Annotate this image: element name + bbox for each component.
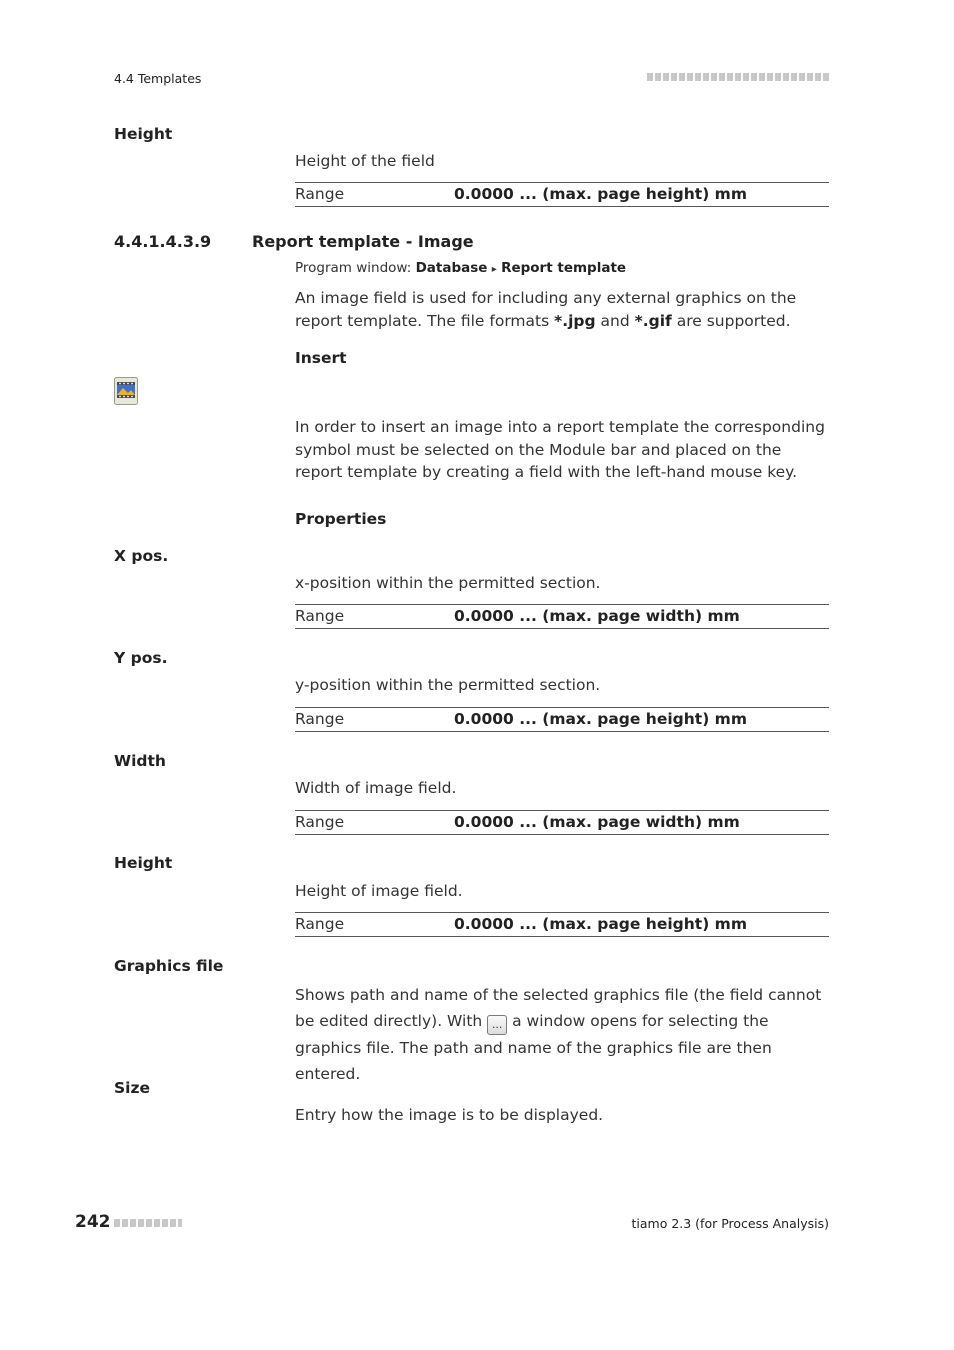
header-decoration [647,73,829,81]
range-label: Range [295,915,345,933]
graphics-file-term: Graphics file [114,957,224,975]
intro-jpg: *.jpg [554,311,596,330]
program-window-path [295,260,626,276]
graphics-file-text-end: a window opens for selecting the graphics file. The path and name of the graphics file are then entered. [295,1012,772,1083]
path-arrow-icon: ▸ [491,264,497,275]
ypos-term: Y pos. [114,649,168,667]
page-number: 242 [75,1212,111,1232]
range-value: 0.0000 ... (max. page width) mm [454,607,740,625]
range-value: 0.0000 ... (max. page height) mm [454,710,747,728]
width-description: Width of image field. [295,779,457,797]
range-label: Range [295,710,345,728]
size-description: Entry how the image is to be displayed. [295,1106,604,1124]
section-title: Report template - Image [252,232,474,251]
intro-text-end: are supported. [671,311,791,330]
xpos-term: X pos. [114,547,169,565]
width-term: Width [114,752,166,770]
xpos-range-table [295,604,829,629]
ypos-range-table [295,707,829,732]
width-range-table [295,810,829,835]
product-name: tiamo 2.3 (for Process Analysis) [631,1216,829,1231]
program-window-database: Database [415,260,488,276]
image-height-description: Height of image field. [295,882,463,900]
range-value: 0.0000 ... (max. page width) mm [454,813,740,831]
image-field-icon [114,377,138,405]
properties-heading: Properties [295,510,387,528]
insert-heading: Insert [295,349,347,367]
graphics-file-text: Shows path and name of the selected graphics file (the field cannot be edited directly). With [295,986,822,1030]
insert-text: In order to insert an image into a report template the corresponding symbol must be selected on the Module bar and placed on the report template by creating a field with the left-hand mouse key. [295,418,825,481]
height-range-table [295,182,829,207]
range-value: 0.0000 ... (max. page height) mm [454,185,747,203]
running-header: 4.4 Templates [114,71,202,86]
footer-decoration [114,1219,182,1227]
height-description: Height of the field [295,152,435,170]
image-height-term: Height [114,854,173,872]
range-value: 0.0000 ... (max. page height) mm [454,915,747,933]
xpos-description: x-position within the permitted section. [295,574,601,592]
intro-gif: *.gif [634,311,672,330]
intro-text: An image field is used for including any external graphics on the report template. The file formats [295,289,797,330]
image-height-range-table [295,912,829,937]
range-label: Range [295,607,345,625]
ypos-description: y-position within the permitted section. [295,676,601,694]
intro-and: and [595,311,635,330]
section-number: 4.4.1.4.3.9 [114,232,212,251]
browse-button-icon: ... [487,1015,507,1035]
size-term: Size [114,1079,151,1097]
range-label: Range [295,813,345,831]
program-window-report-template: Report template [501,260,627,276]
program-window-prefix: Program window: [295,260,412,276]
section-intro [295,287,835,332]
range-label: Range [295,185,345,203]
graphics-file-description [295,982,825,1087]
height-term: Height [114,125,173,143]
